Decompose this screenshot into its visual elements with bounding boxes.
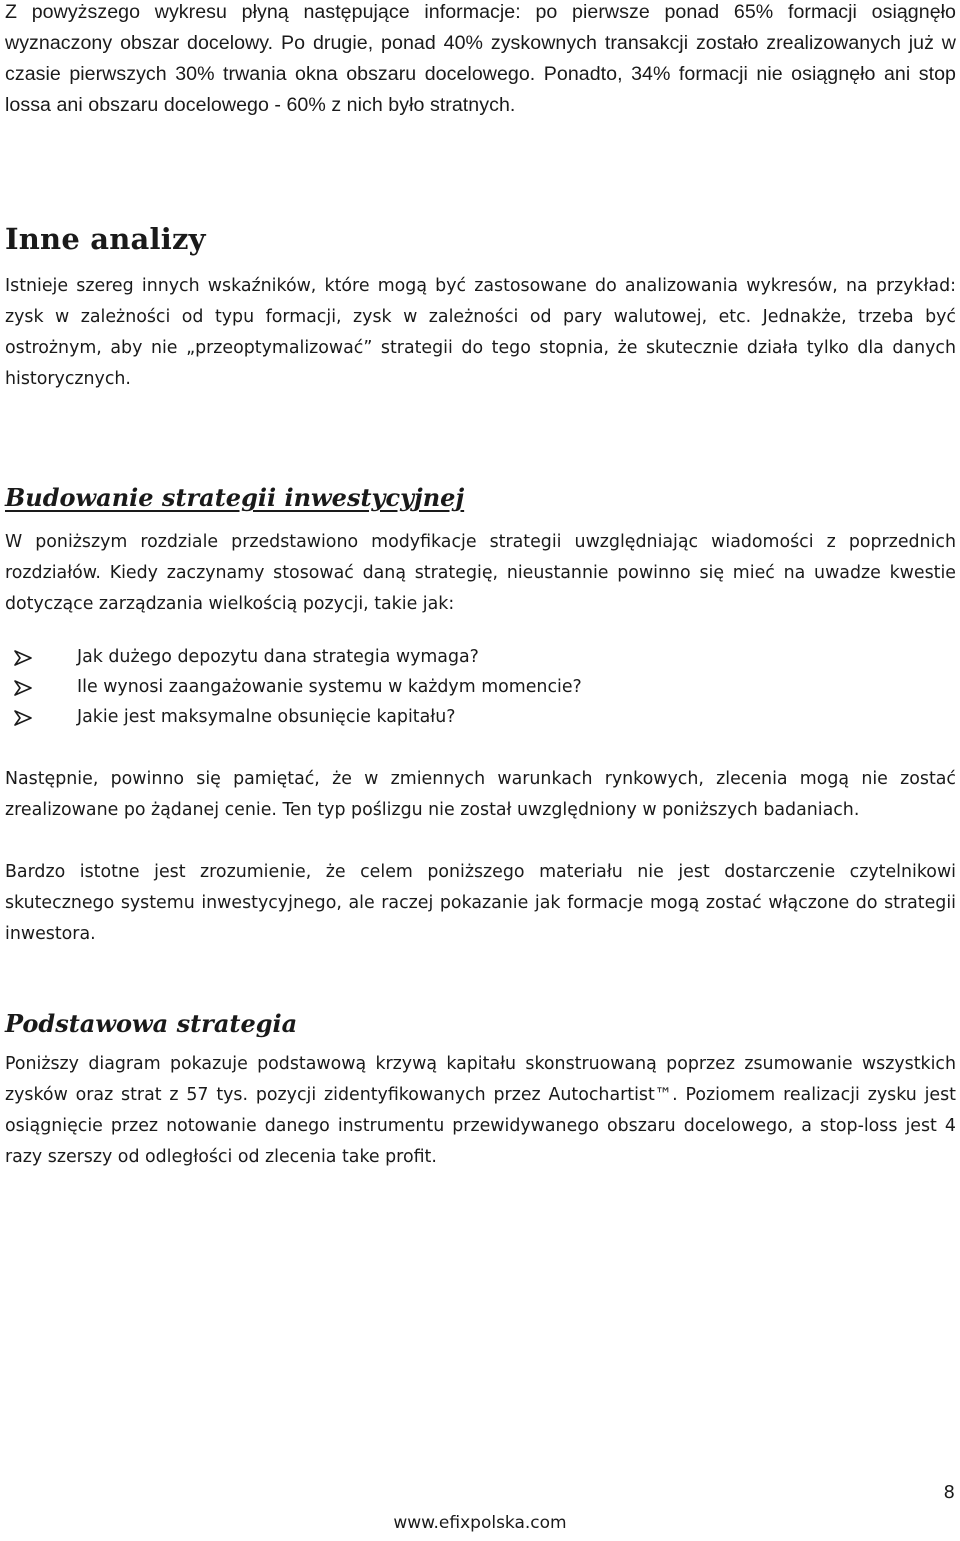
- list-item-text: Jakie jest maksymalne obsunięcie kapitału?: [77, 707, 456, 727]
- page-number: 8: [943, 1482, 955, 1503]
- arrowhead-bullet-icon: [14, 680, 32, 696]
- paragraph-podstawowa-strategia: Poniższy diagram pokazuje podstawową krzywą kapitału skonstruowaną poprzez zsumowanie wszystkich zysków oraz strat z 57 tys. pozycji zidentyfikowanych przez Autochartist™. Poziomem realizacji zysku jest osiągnięcie przez notowanie danego instrumentu przewidywanego obszaru docelowego, a stop-loss jest 4 razy szerszy od odległości od zlecenia take profit.: [5, 1054, 956, 1167]
- paragraph-budowanie-strategii: W poniższym rozdziale przedstawiono modyfikacje strategii uwzględniając wiadomości z poprzednich rozdziałów. Kiedy zaczynamy stosować daną strategię, nieustannie powinno się mieć na uwadze kwestie dotyczące zarządzania wielkością pozycji, takie jak:: [5, 532, 956, 614]
- list-item-text: Jak dużego depozytu dana strategia wymaga?: [77, 647, 479, 667]
- paragraph-slippage: Następnie, powinno się pamiętać, że w zmiennych warunkach rynkowych, zlecenia mogą nie zostać zrealizowane po żądanej cenie. Ten typ poślizgu nie został uwzględniony w poniższych badaniach.: [5, 769, 956, 820]
- list-item-text: Ile wynosi zaangażowanie systemu w każdym momencie?: [77, 677, 582, 697]
- list-item: [5, 642, 956, 672]
- list-item: [5, 702, 956, 732]
- heading-inne-analizy: Inne analizy: [5, 222, 206, 256]
- paragraph-disclaimer: Bardzo istotne jest zrozumienie, że celem poniższego materiału nie jest dostarczenie czytelnikowi skutecznego systemu inwestycyjnego, ale raczej pokazanie jak formacje mogą zostać włączone do strategii inwestora.: [5, 862, 956, 944]
- arrowhead-bullet-icon: [14, 710, 32, 726]
- list-item: [5, 672, 956, 702]
- arrowhead-bullet-icon: [14, 650, 32, 666]
- heading-budowanie-strategii: Budowanie strategii inwestycyjnej: [5, 483, 465, 512]
- document-page: [5, 0, 956, 1173]
- intro-paragraph: Z powyższego wykresu płyną następujące informacje: po pierwsze ponad 65% formacji osiągnęło wyznaczony obszar docelowy. Po drugie, ponad 40% zyskownych transakcji zostało zrealizowanych już w czasie pierwszych 30% trwania okna obszaru docelowego. Ponadto, 34% formacji nie osiągnęło ani stop lossa ani obszaru docelowego - 60% z nich było stratnych.: [5, 1, 956, 116]
- questions-list: [5, 642, 956, 732]
- heading-podstawowa-strategia: Podstawowa strategia: [5, 1009, 298, 1038]
- footer-url: www.efixpolska.com: [393, 1513, 567, 1533]
- paragraph-inne-analizy: Istnieje szereg innych wskaźników, które mogą być zastosowane do analizowania wykresów, na przykład: zysk w zależności od typu formacji, zysk w zależności od pary walutowej, etc. Jednakże, trzeba być ostrożnym, aby nie „przeoptymalizować” strategii do tego stopnia, że skutecznie działa tylko dla danych historycznych.: [5, 276, 956, 389]
